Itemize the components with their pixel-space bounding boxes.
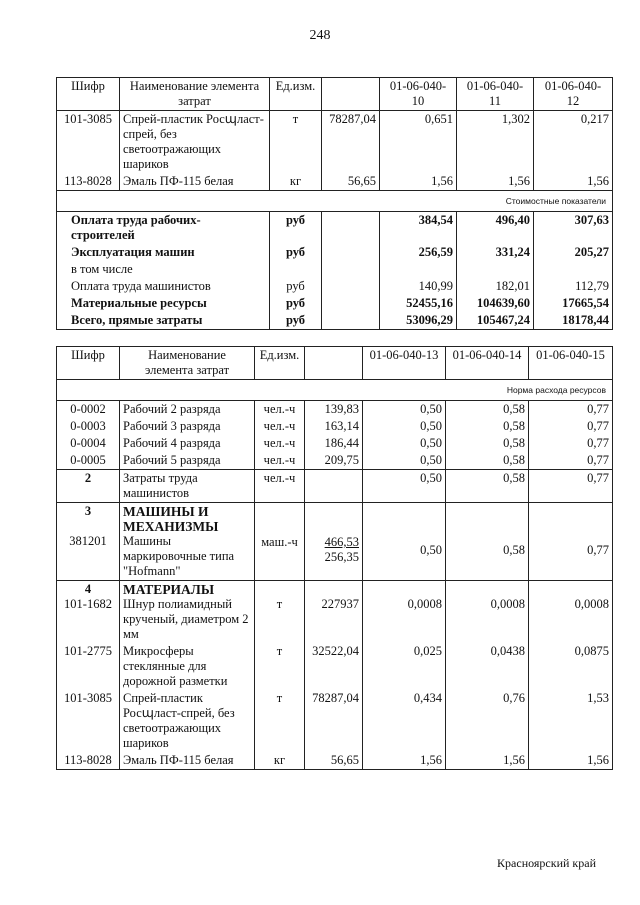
header-price	[305, 347, 363, 380]
cost-row	[57, 244, 613, 261]
header-col-15: 01-06-040-15	[529, 347, 613, 380]
resource-code: 0-0004	[57, 435, 120, 452]
material-code: 101-2775	[64, 644, 112, 658]
header-col-10	[380, 78, 457, 111]
resource-price: 163,14	[305, 418, 363, 435]
text-line: МАШИНЫ И	[123, 504, 209, 519]
resource-code	[57, 752, 120, 770]
resource-value: 1,302	[457, 111, 534, 174]
resource-price: 139,83	[305, 401, 363, 419]
section-code: 2	[57, 470, 120, 503]
section-title	[123, 504, 251, 534]
header-unit: Ед.изм.	[270, 78, 322, 111]
resource-code: 101-3085	[57, 111, 120, 174]
resource-value: 0,434	[363, 690, 446, 752]
cost-value: 18178,44	[534, 312, 613, 330]
resource-value: 1,56	[363, 752, 446, 770]
cost-value: 205,27	[534, 244, 613, 261]
cost-value: 307,63	[534, 212, 613, 245]
resource-price	[305, 470, 363, 503]
resource-value: 1,53	[529, 690, 613, 752]
resource-value: 0,77	[529, 503, 613, 581]
resource-value: 0,651	[380, 111, 457, 174]
resource-unit: т	[255, 690, 305, 752]
resource-name	[120, 690, 255, 752]
machine-name	[123, 534, 251, 579]
header-col-11	[457, 78, 534, 111]
cost-value	[457, 261, 534, 278]
cost-unit: руб	[270, 312, 322, 330]
cost-value: 182,01	[457, 278, 534, 295]
resource-value: 0,58	[446, 418, 529, 435]
text-line: строителей	[71, 228, 135, 242]
resource-unit: кг	[270, 173, 322, 191]
cost-row	[57, 295, 613, 312]
resource-code: 113-8028	[57, 173, 120, 191]
table-header-row	[57, 347, 613, 380]
cost-value	[380, 261, 457, 278]
table-row	[57, 173, 613, 191]
resource-name	[120, 643, 255, 690]
header-col-14: 01-06-040-14	[446, 347, 529, 380]
header-name	[120, 347, 255, 380]
resource-code: 0-0003	[57, 418, 120, 435]
resource-unit: чел.-ч	[255, 401, 305, 419]
header-price	[322, 78, 380, 111]
resource-value: 0,77	[529, 401, 613, 419]
resource-value: 0,217	[534, 111, 613, 174]
text-line: шариков	[123, 157, 169, 171]
resource-value: 1,56	[380, 173, 457, 191]
machine-code: 381201	[69, 534, 107, 548]
header-name-line: затрат	[178, 94, 211, 108]
cost-price	[322, 312, 380, 330]
resource-code: 0-0002	[57, 401, 120, 419]
material-name	[123, 644, 251, 689]
resource-name	[120, 581, 255, 644]
table-resources-013-015	[56, 346, 613, 770]
cost-name	[57, 278, 270, 295]
cost-value: 53096,29	[380, 312, 457, 330]
text-line: Материальные ресурсы	[71, 296, 207, 310]
material-name	[123, 753, 251, 768]
cost-name	[57, 212, 270, 245]
cost-value: 104639,60	[457, 295, 534, 312]
text-line: стеклянные для	[123, 659, 207, 673]
resource-value: 0,50	[363, 503, 446, 581]
resource-value: 0,58	[446, 435, 529, 452]
resource-value: 0,0008	[363, 581, 446, 644]
text-line: Всего, прямые затраты	[71, 313, 203, 327]
worker-row	[57, 401, 613, 419]
cost-unit	[270, 261, 322, 278]
resource-name: Рабочий 4 разряда	[120, 435, 255, 452]
resource-value: 0,50	[363, 435, 446, 452]
cost-value: 496,40	[457, 212, 534, 245]
resource-value: 0,50	[363, 418, 446, 435]
resource-price: 32522,04	[305, 643, 363, 690]
section-code: 4	[84, 582, 92, 596]
section-label: Стоимостные показатели	[57, 191, 613, 212]
header-name-line: Наименование элемента	[129, 79, 260, 93]
header-name-line: элемента затрат	[144, 363, 230, 377]
text-line: Шнур полиамидный	[123, 597, 232, 611]
resource-unit: чел.-ч	[255, 435, 305, 452]
page-number: 248	[309, 28, 331, 43]
section-title: МАТЕРИАЛЫ	[123, 582, 215, 597]
text-line: Микросферы	[123, 644, 194, 658]
resource-value: 0,50	[363, 452, 446, 470]
resource-name: Рабочий 2 разряда	[120, 401, 255, 419]
resource-price: 56,65	[322, 173, 380, 191]
cost-value: 112,79	[534, 278, 613, 295]
header-line: 11	[488, 94, 502, 108]
resource-value: 1,56	[534, 173, 613, 191]
material-row	[57, 752, 613, 770]
header-name-line: Наименование	[148, 348, 226, 362]
cost-value: 52455,16	[380, 295, 457, 312]
resource-unit: т	[255, 581, 305, 644]
resource-name	[120, 503, 255, 581]
text-line: МЕХАНИЗМЫ	[123, 519, 219, 534]
material-code: 101-3085	[64, 691, 112, 705]
section-code: 3	[84, 504, 92, 518]
cost-value	[534, 261, 613, 278]
section-row	[57, 191, 613, 212]
resource-unit: чел.-ч	[255, 452, 305, 470]
text-line: Оплата труда рабочих-	[71, 213, 201, 227]
resource-value: 0,76	[446, 690, 529, 752]
resource-price: 227937	[305, 581, 363, 644]
resource-price: 209,75	[305, 452, 363, 470]
text-line: Оплата труда машинистов	[71, 279, 211, 293]
section-row	[57, 380, 613, 401]
material-row	[57, 643, 613, 690]
resource-code	[57, 581, 120, 644]
text-line: спрей, без	[123, 127, 177, 141]
resource-value: 0,58	[446, 401, 529, 419]
cost-value: 105467,24	[457, 312, 534, 330]
section-label: Норма расхода ресурсов	[57, 380, 613, 401]
cost-row	[57, 312, 613, 330]
material-row	[57, 690, 613, 752]
cost-price	[322, 261, 380, 278]
cost-row	[57, 278, 613, 295]
header-line: 10	[411, 94, 425, 108]
material-code: 113-8028	[64, 753, 112, 767]
material-code: 101-1682	[64, 597, 112, 611]
resource-value: 0,0008	[446, 581, 529, 644]
resource-value: 0,77	[529, 452, 613, 470]
resource-name	[120, 173, 270, 191]
header-name	[120, 78, 270, 111]
resource-value: 0,0875	[529, 643, 613, 690]
cost-row	[57, 212, 613, 245]
resource-name: Рабочий 3 разряда	[120, 418, 255, 435]
resource-code: 0-0005	[57, 452, 120, 470]
text-line: Спрей-пластик Росպласт-	[123, 112, 264, 126]
header-col-13: 01-06-040-13	[363, 347, 446, 380]
text-line: Затраты труда	[123, 471, 198, 485]
text-line: в том числе	[71, 262, 133, 276]
text-line: Спрей-пластик	[123, 691, 203, 705]
price-top: 466,53	[324, 535, 359, 549]
material-name	[123, 691, 251, 751]
header-line: 01-06-040-	[389, 79, 447, 93]
cost-unit: руб	[270, 278, 322, 295]
text-line: Эксплуатация машин	[71, 245, 195, 259]
resource-name: Рабочий 5 разряда	[120, 452, 255, 470]
resource-name	[120, 111, 270, 174]
machines-row	[57, 503, 613, 581]
resource-price: 78287,04	[322, 111, 380, 174]
text-line: "Hofmann"	[123, 564, 181, 578]
resource-unit: кг	[255, 752, 305, 770]
resource-value: 0,50	[363, 470, 446, 503]
resource-value: 0,0008	[529, 581, 613, 644]
resource-value: 0,58	[446, 470, 529, 503]
text-line: Машины	[123, 534, 172, 548]
header-line: 12	[566, 94, 580, 108]
cost-unit: руб	[270, 295, 322, 312]
header-code: Шифр	[57, 347, 120, 380]
resource-code	[57, 503, 120, 581]
resource-unit: т	[255, 643, 305, 690]
text-line: шариков	[123, 736, 169, 750]
table-header-row	[57, 78, 613, 111]
resource-value: 0,0438	[446, 643, 529, 690]
header-line: 01-06-040-	[544, 79, 602, 93]
resource-name	[120, 470, 255, 503]
cost-name	[57, 261, 270, 278]
table-costs-010-012	[56, 77, 613, 330]
cost-value: 384,54	[380, 212, 457, 245]
cost-name	[57, 295, 270, 312]
resource-value: 1,56	[446, 752, 529, 770]
resource-price: 78287,04	[305, 690, 363, 752]
worker-row	[57, 418, 613, 435]
resource-price: 56,65	[305, 752, 363, 770]
resource-code	[57, 690, 120, 752]
text-line: мм	[123, 627, 139, 641]
price-bottom: 256,35	[324, 550, 359, 564]
resource-unit: чел.-ч	[255, 418, 305, 435]
resource-code	[57, 643, 120, 690]
text-line: маркировочные типа	[123, 549, 235, 563]
cost-value: 17665,54	[534, 295, 613, 312]
text-line: Эмаль ПФ-115 белая	[123, 174, 234, 188]
cost-unit: руб	[270, 244, 322, 261]
cost-unit: руб	[270, 212, 322, 245]
header-code: Шифр	[57, 78, 120, 111]
resource-value: 0,77	[529, 418, 613, 435]
cost-value: 331,24	[457, 244, 534, 261]
labor-row	[57, 470, 613, 503]
text-line: Росպласт-спрей, без	[123, 706, 235, 720]
header-unit: Ед.изм.	[255, 347, 305, 380]
worker-row	[57, 452, 613, 470]
footer-region: Красноярский край	[497, 856, 596, 870]
resource-value: 0,77	[529, 470, 613, 503]
resource-unit: маш.-ч	[255, 503, 305, 581]
resource-value: 1,56	[457, 173, 534, 191]
text-line: Эмаль ПФ-115 белая	[123, 753, 234, 767]
resource-value: 0,58	[446, 452, 529, 470]
table-row	[57, 111, 613, 174]
header-col-12	[534, 78, 613, 111]
text-line: светоотражающих	[123, 721, 222, 735]
cost-value: 256,59	[380, 244, 457, 261]
material-row	[57, 581, 613, 644]
cost-name	[57, 312, 270, 330]
resource-unit: т	[270, 111, 322, 174]
cost-price	[322, 244, 380, 261]
resource-value: 0,50	[363, 401, 446, 419]
worker-row	[57, 435, 613, 452]
text-line: дорожной разметки	[123, 674, 228, 688]
header-line: 01-06-040-	[466, 79, 524, 93]
resource-name	[120, 752, 255, 770]
cost-row	[57, 261, 613, 278]
resource-price: 186,44	[305, 435, 363, 452]
text-line: крученый, диаметром 2	[123, 612, 249, 626]
text-line: машинистов	[123, 486, 190, 500]
cost-price	[322, 295, 380, 312]
cost-price	[322, 212, 380, 245]
material-name	[123, 597, 251, 642]
cost-name	[57, 244, 270, 261]
resource-value: 0,025	[363, 643, 446, 690]
cost-price	[322, 278, 380, 295]
text-line: светоотражающих	[123, 142, 222, 156]
resource-unit: чел.-ч	[255, 470, 305, 503]
resource-value: 0,58	[446, 503, 529, 581]
cost-value: 140,99	[380, 278, 457, 295]
resource-price	[305, 503, 363, 581]
resource-value: 1,56	[529, 752, 613, 770]
resource-value: 0,77	[529, 435, 613, 452]
